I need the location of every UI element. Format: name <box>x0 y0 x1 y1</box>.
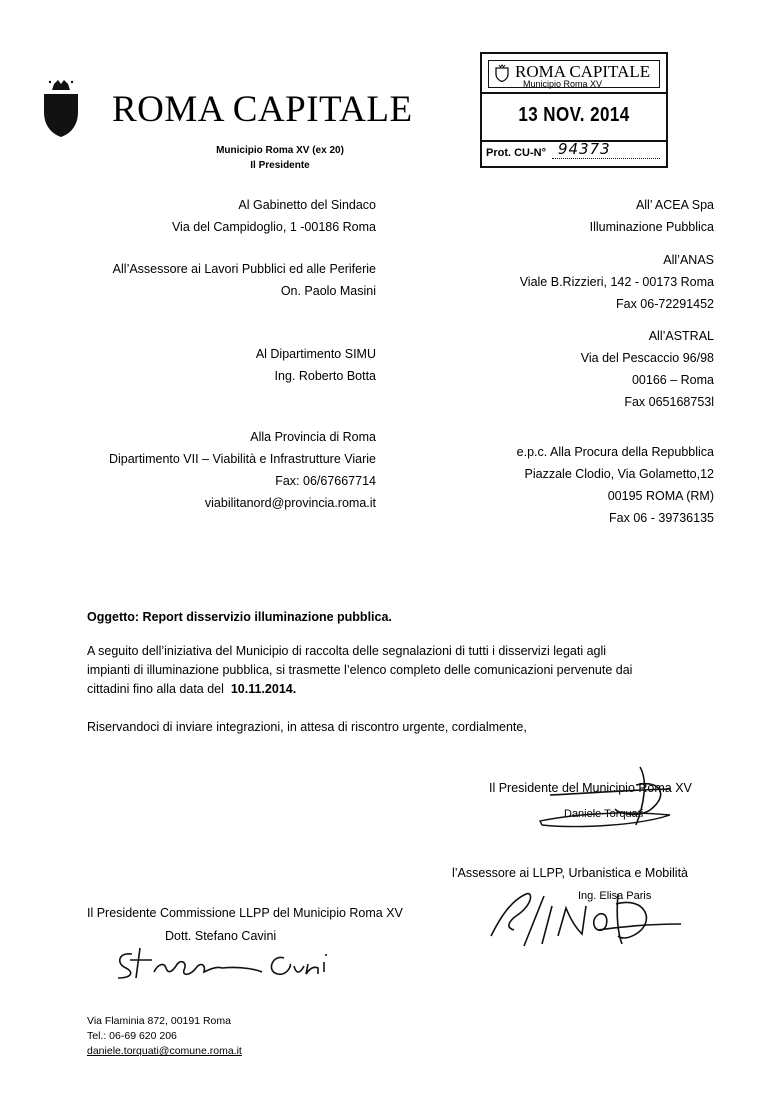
recipient-block <box>590 194 714 238</box>
page-title: ROMA CAPITALE <box>112 89 413 130</box>
assessore-signature <box>486 886 686 956</box>
footer-contact <box>87 1014 242 1059</box>
recipient-line: Viale B.Rizzieri, 142 - 00173 Roma <box>519 275 714 289</box>
commission-signature <box>112 944 342 984</box>
recipient-block <box>109 426 376 514</box>
body-line: A seguito dell’iniziativa del Municipio di raccolta delle segnalazioni di tutti i disservizi legati agli <box>87 644 607 658</box>
recipient-line: Alla Provincia di Roma <box>250 430 376 444</box>
body-paragraph <box>87 642 632 699</box>
assessore-title: l’Assessore ai LLPP, Urbanistica e Mobilità <box>452 866 688 880</box>
stamp-subtitle: Municipio Roma XV <box>523 79 603 89</box>
recipient-email: viabilitanord@provincia.roma.it <box>204 496 376 510</box>
president-name: Daniele Torquati <box>564 808 644 820</box>
recipient-block <box>172 194 376 238</box>
assessore-name: Ing. Elisa Paris <box>578 890 652 902</box>
stamp-title: ROMA CAPITALE <box>515 62 651 81</box>
recipient-line: Illuminazione Pubblica <box>589 220 714 234</box>
body-date: 10.11.2014. <box>230 682 297 696</box>
recipient-line: Al Gabinetto del Sindaco <box>238 198 376 212</box>
recipient-line: Fax 065168753l <box>624 395 714 409</box>
stamp-prot-number: 94373 <box>558 140 611 158</box>
commission-name: Dott. Stefano Cavini <box>165 929 277 943</box>
recipient-line: All’ASTRAL <box>648 329 714 343</box>
subject-line: Oggetto: Report disservizio illuminazione pubblica. <box>87 610 392 624</box>
recipient-line: Al Dipartimento SIMU <box>255 347 376 361</box>
municipio-label: Municipio Roma XV (ex 20) <box>216 145 344 156</box>
body-line-prefix: cittadini fino alla data del <box>87 682 224 696</box>
footer-tel: Tel.: 06-69 620 206 <box>87 1030 177 1042</box>
recipient-block <box>113 258 376 302</box>
recipient-block <box>256 343 376 387</box>
closing-line: Riservandoci di inviare integrazioni, in attesa di riscontro urgente, cordialmente, <box>87 720 527 734</box>
recipient-line: Fax: 06/67667714 <box>275 474 376 488</box>
recipient-line: On. Paolo Masini <box>280 284 376 298</box>
recipient-line: 00166 – Roma <box>631 373 714 387</box>
recipient-line: 00195 ROMA (RM) <box>607 489 714 503</box>
body-line <box>87 680 632 699</box>
recipient-line: All’Assessore ai Lavori Pubblici ed alle Periferie <box>112 262 376 276</box>
recipient-line: Dipartimento VII – Viabilità e Infrastrutture Viarie <box>108 452 376 466</box>
footer-address: Via Flaminia 872, 00191 Roma <box>87 1015 231 1027</box>
recipient-line: Via del Pescaccio 96/98 <box>580 351 714 365</box>
protocol-stamp <box>480 52 668 168</box>
stamp-date: 13 NOV. 2014 <box>518 104 630 126</box>
body-line: impianti di illuminazione pubblica, si trasmette l’elenco completo delle comunicazioni pervenute dai <box>87 663 633 677</box>
header-municipio <box>180 143 380 173</box>
president-title: Il Presidente del Municipio Roma XV <box>489 781 692 795</box>
president-signature <box>520 765 690 835</box>
stamp-prot-label: Prot. CU-N° <box>486 147 547 159</box>
recipient-line: Via del Campidoglio, 1 -00186 Roma <box>171 220 376 234</box>
shield-icon <box>495 64 509 82</box>
roma-crest-icon <box>40 78 82 138</box>
recipient-line: All’ANAS <box>663 253 714 267</box>
recipient-line: e.p.c. Alla Procura della Repubblica <box>516 445 714 459</box>
commission-title: Il Presidente Commissione LLPP del Municipio Roma XV <box>87 906 403 920</box>
recipient-line: Fax 06-72291452 <box>616 297 714 311</box>
recipient-block <box>581 325 714 413</box>
footer-email-link[interactable]: daniele.torquati@comune.roma.it <box>87 1045 242 1057</box>
recipient-block <box>520 249 714 315</box>
recipient-line: Ing. Roberto Botta <box>274 369 376 383</box>
recipient-line: Fax 06 - 39736135 <box>609 511 714 525</box>
recipient-block <box>517 441 714 529</box>
recipient-line: Piazzale Clodio, Via Golametto,12 <box>524 467 714 481</box>
recipient-line: All’ ACEA Spa <box>635 198 714 212</box>
role-label: Il Presidente <box>250 160 310 171</box>
